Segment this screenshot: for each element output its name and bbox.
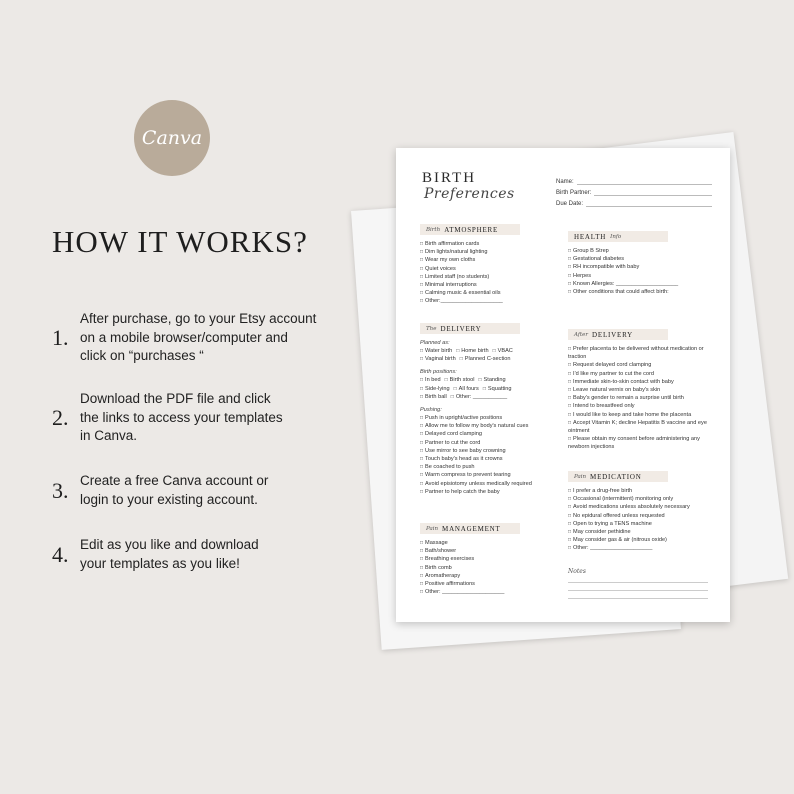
options-row	[420, 385, 570, 393]
canva-logo-text: Canva	[141, 127, 203, 149]
list-item: □ Leave natural vernix on baby's skin	[568, 386, 716, 394]
list-item: □ RH incompatible with baby	[568, 263, 718, 271]
list-item: □ Wear my own cloths	[420, 256, 570, 264]
list-item: □ Gestational diabetes	[568, 255, 718, 263]
step-line: on a mobile browser/computer and	[80, 329, 288, 345]
due-date-field	[556, 196, 712, 207]
list-item: □ Immediate skin-to-skin contact with baby	[568, 378, 716, 386]
option: □ VBAC	[493, 347, 513, 355]
list-item: □ Minimal interruptions	[420, 281, 570, 289]
list-item: □ Baby's gender to remain a surprise until birth	[568, 394, 716, 402]
list-item: □ Breathing exercises	[420, 555, 570, 563]
list-item: □ Avoid episiotomy unless medically required	[420, 480, 570, 488]
list-item: □ Known Allergies: ____________________	[568, 280, 718, 288]
list-item: □ Prefer placenta to be delivered without medication or traction	[568, 345, 716, 361]
option: □ In bed	[420, 376, 441, 384]
subheading: Birth positions:	[420, 369, 457, 376]
section-header	[568, 329, 668, 340]
option: □ Planned C-section	[460, 355, 511, 363]
list-item: □ Occasional (intermittent) monitoring only	[568, 495, 718, 503]
option: □ Birth stool	[445, 376, 475, 384]
list-item: □ Bath/shower	[420, 547, 570, 555]
section-delivery	[420, 323, 570, 496]
section-header	[420, 224, 520, 235]
list-item: □ Group B Strep	[568, 247, 718, 255]
step-number: 1.	[52, 324, 69, 350]
section-atmosphere	[420, 224, 570, 306]
list-item: □ May consider pethidine	[568, 528, 718, 536]
section-title: MANAGEMENT	[442, 524, 501, 533]
list-item: □ No epidural offered unless requested	[568, 512, 718, 520]
step-line: After purchase, go to your Etsy account	[80, 311, 317, 326]
list-item: □ Delayed cord clamping	[420, 430, 570, 438]
section-header	[568, 471, 668, 482]
list-item: □ Push in upright/active positions	[420, 414, 570, 422]
list-item: □ Other:____________________	[420, 297, 570, 305]
subheading: Planned as:	[420, 340, 450, 346]
partner-field	[556, 185, 712, 196]
list-item: □ Birth affirmation cards	[420, 240, 570, 248]
notes-label: Notes	[568, 568, 586, 575]
section-title: ATMOSPHERE	[444, 225, 499, 234]
canva-logo	[134, 100, 210, 176]
section-after-delivery	[568, 329, 716, 452]
list-item: □ Other: ____________________	[420, 588, 570, 596]
section-title: MEDICATION	[590, 472, 642, 481]
section-header	[420, 523, 520, 534]
option: □ Water birth	[420, 347, 452, 355]
list-item: □ Open to trying a TENS machine	[568, 520, 718, 528]
list-item: □ Quiet voices	[420, 265, 570, 273]
option: □ Other: ___________	[451, 393, 507, 401]
list-item: □ Warm compress to prevent tearing	[420, 471, 570, 479]
step-line: in Canva.	[80, 428, 138, 443]
section-script: Birth	[426, 226, 441, 233]
list-item: □ Intend to breastfeed only	[568, 402, 716, 410]
list-item: □ Birth comb	[420, 564, 570, 572]
birth-preferences-page	[396, 148, 730, 622]
field-label: Due Date:	[556, 201, 584, 207]
option: □ Standing	[479, 376, 506, 384]
list-item: □ Limited staff (no students)	[420, 273, 570, 281]
list-item: □ May consider gas & air (nitrous oxide)	[568, 536, 718, 544]
options-row	[420, 355, 570, 363]
section-script: Info	[610, 233, 622, 240]
step-text	[80, 536, 259, 573]
list-item: □ I prefer a drug-free birth	[568, 487, 718, 495]
step-2	[52, 390, 283, 446]
options-row	[420, 376, 570, 384]
section-pain-medication	[568, 471, 718, 553]
list-item: □ Other conditions that could affect birth:	[568, 288, 718, 296]
list-item: □ Positive affirmations	[420, 580, 570, 588]
step-number: 4.	[52, 541, 69, 567]
field-label: Birth Partner:	[556, 190, 592, 196]
options-row	[420, 347, 570, 355]
notes-section	[568, 568, 708, 599]
step-line: login to your existing account.	[80, 491, 258, 507]
list-item: □ Allow me to follow my body's natural cues	[420, 422, 570, 430]
step-line: Download the PDF file and click	[80, 391, 271, 406]
section-script: The	[426, 325, 437, 332]
doc-script-title: Preferences	[424, 186, 515, 202]
step-text	[80, 310, 316, 366]
doc-title: BIRTH	[422, 170, 477, 186]
list-item: □ Partner to cut the cord	[420, 439, 570, 447]
step-number: 3.	[52, 477, 69, 503]
list-item: □ Request delayed cord clamping	[568, 361, 716, 369]
list-item: □ Partner to help catch the baby	[420, 488, 570, 496]
section-title: DELIVERY	[440, 324, 482, 333]
section-script: Pain	[574, 473, 587, 480]
step-line: the links to access your templates	[80, 409, 283, 425]
step-text	[80, 390, 283, 446]
step-line: Edit as you like and download	[80, 537, 259, 552]
field-label: Name:	[556, 179, 574, 185]
list-item: □ Calming music & essential oils	[420, 289, 570, 297]
list-item: □ Massage	[420, 539, 570, 547]
doc-fields	[556, 174, 712, 207]
section-header	[420, 323, 520, 334]
step-4	[52, 536, 259, 573]
step-1	[52, 310, 316, 366]
section-script: Pain	[426, 525, 439, 532]
list-item: □ Use mirror to see baby crowning	[420, 447, 570, 455]
list-item: □ Avoid medications unless absolutely necessary	[568, 503, 718, 511]
section-pain-management	[420, 523, 570, 596]
page-title: HOW IT WORKS?	[52, 224, 308, 259]
option: □ Vaginal birth	[420, 355, 456, 363]
list-item: □ I would like to keep and take home the placenta	[568, 411, 716, 419]
section-title: DELIVERY	[592, 330, 634, 339]
option: □ All fours	[454, 385, 479, 393]
step-line: Create a free Canva account or	[80, 473, 269, 488]
list-item: □ Aromatherapy	[420, 572, 570, 580]
section-script: After	[574, 331, 589, 338]
list-item: □ Be coached to push	[420, 463, 570, 471]
step-line: click on “purchases “	[80, 348, 204, 363]
option: □ Side-lying	[420, 385, 450, 393]
list-item: □ Herpes	[568, 272, 718, 280]
subheading: Pushing:	[420, 407, 442, 414]
name-field	[556, 174, 712, 185]
section-header	[568, 231, 668, 242]
option: □ Squatting	[483, 385, 512, 393]
step-3	[52, 472, 268, 509]
step-line: your templates as you like!	[80, 555, 240, 571]
step-text	[80, 472, 268, 509]
list-item: □ Please obtain my consent before administering any newborn injections	[568, 435, 716, 451]
list-item: □ Touch baby's head as it crowns	[420, 455, 570, 463]
option: □ Home birth	[456, 347, 488, 355]
list-item: □ Accept Vitamin K; decline Hepatitis B vaccine and eye ointment	[568, 419, 716, 435]
section-title: HEALTH	[574, 232, 607, 241]
list-item: □ I'd like my partner to cut the cord	[568, 370, 716, 378]
section-health	[568, 231, 718, 296]
options-row	[420, 393, 570, 401]
list-item: □ Other: ____________________	[568, 544, 718, 552]
option: □ Birth ball	[420, 393, 447, 401]
list-item: □ Dim lights/natural lighting	[420, 248, 570, 256]
step-number: 2.	[52, 404, 69, 430]
